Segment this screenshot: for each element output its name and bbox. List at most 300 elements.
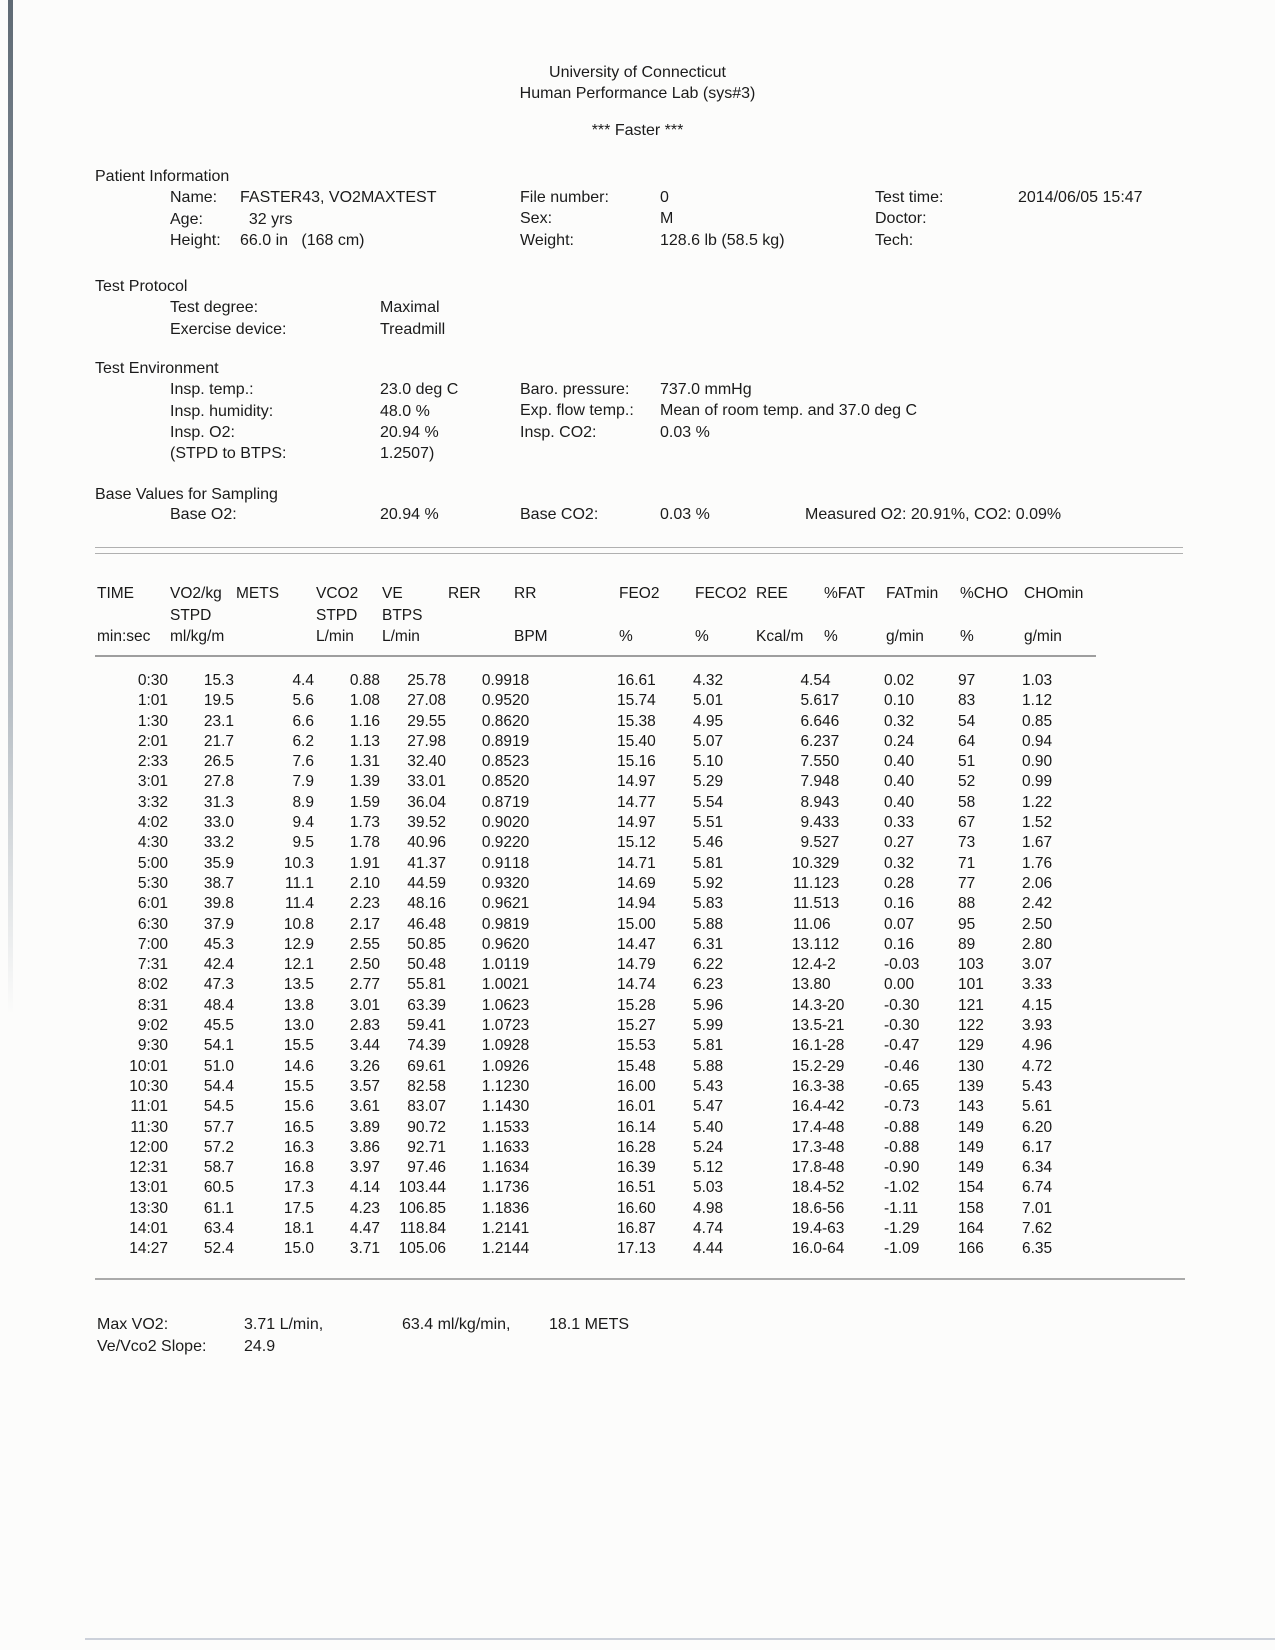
table-cell: 1.12 (481, 1077, 512, 1095)
column-header (958, 583, 1022, 656)
table-row (95, 1239, 1096, 1259)
table-cell: 1.13 (349, 732, 380, 750)
table-cell: 44.59 (407, 874, 446, 892)
field-label: Exercise device: (170, 320, 287, 338)
table-cell: 13.1 (791, 935, 822, 953)
table-cell: 90.72 (407, 1118, 446, 1136)
table-cell: 54 (958, 712, 976, 730)
column-header-line: CHOmin (1024, 585, 1084, 602)
table-cell: 63.39 (407, 996, 446, 1014)
table-cell: 2.77 (349, 976, 380, 994)
table-cell: -0.88 (884, 1138, 920, 1156)
table-cell: 44 (512, 1240, 530, 1258)
column-header-line (448, 605, 512, 627)
table-cell: 8.9 (292, 793, 314, 811)
info-row (170, 297, 615, 318)
table-cell: 0.07 (884, 915, 915, 933)
table-cell: 14.97 (617, 814, 656, 832)
table-cell: 54.5 (203, 1098, 234, 1116)
table-cell: -0.65 (884, 1077, 920, 1095)
table-cell: 106.85 (398, 1199, 446, 1217)
table-row (95, 813, 1096, 833)
table-row (95, 1178, 1096, 1198)
table-cell: 17.3 (791, 1138, 822, 1156)
table-cell: 16.0 (791, 1240, 822, 1258)
field-label: Test degree: (170, 299, 259, 317)
table-cell: 36 (512, 1199, 530, 1217)
field-label: Insp. O2: (170, 423, 235, 441)
column-header-line (695, 605, 754, 627)
table-cell: 6.6 (292, 712, 314, 730)
table-cell: 16.3 (791, 1077, 822, 1095)
table-cell: 5.99 (693, 1017, 724, 1035)
report-subtitle: Human Performance Lab (sys#3) (519, 85, 756, 102)
table-row (95, 752, 1096, 772)
table-cell: 14.47 (617, 935, 656, 953)
table-cell: 8:02 (137, 976, 168, 994)
table-cell: 3.71 (349, 1240, 380, 1258)
table-cell: 0.91 (481, 854, 512, 872)
table-cell: 17.3 (283, 1179, 314, 1197)
table-cell: 36 (512, 1179, 530, 1197)
table-cell: 1.09 (481, 1037, 512, 1055)
table-cell: 36.04 (407, 793, 446, 811)
table-cell: 83.07 (407, 1098, 446, 1116)
table-cell: 19 (512, 793, 530, 811)
table-cell: 3.97 (349, 1159, 380, 1177)
table-cell: 16.14 (617, 1118, 656, 1136)
table-cell: 30 (512, 1098, 530, 1116)
table-cell: -56 (822, 1199, 845, 1217)
table-cell: 60.5 (203, 1179, 234, 1197)
field-value: 0.03 % (660, 423, 710, 441)
table-cell: 64 (958, 732, 976, 750)
table-cell: 19.4 (791, 1220, 822, 1238)
max-vo2-lmin-value: 3.71 L/min, (244, 1316, 324, 1333)
table-cell: 18 (512, 672, 530, 689)
table-cell: 2.50 (1022, 915, 1053, 933)
table-cell: 61.1 (203, 1199, 234, 1217)
column-header (380, 583, 446, 656)
column-header-line: % (695, 628, 709, 645)
table-cell: 33.0 (203, 814, 234, 832)
table-cell: 0.33 (884, 814, 915, 832)
table-cell: 27.98 (407, 732, 446, 750)
base-o2-value: 20.94 % (380, 506, 439, 523)
table-cell: 50 (822, 753, 840, 771)
table-cell: 0.00 (884, 976, 915, 994)
table-cell: 33 (512, 1118, 530, 1136)
column-header (512, 583, 617, 656)
table-cell: 51 (958, 753, 976, 771)
table-cell: 0.90 (1022, 753, 1053, 771)
table-cell: 15.6 (283, 1098, 314, 1116)
info-row (170, 443, 555, 464)
separator-line (95, 1278, 1185, 1280)
info-row (520, 187, 870, 208)
table-cell: -0.90 (884, 1159, 920, 1177)
table-cell: -0.47 (884, 1037, 920, 1055)
table-cell: 1.03 (1022, 672, 1053, 689)
table-cell: 4:30 (137, 834, 168, 852)
info-row (520, 422, 1080, 443)
field-value: Treadmill (380, 320, 446, 338)
table-cell: 16.3 (283, 1138, 314, 1156)
table-cell: 13:01 (129, 1179, 168, 1197)
table-cell: 14.79 (617, 956, 656, 974)
table-cell: 1.76 (1022, 854, 1053, 872)
table-cell: 20 (512, 773, 530, 791)
table-cell: 0.92 (481, 834, 512, 852)
table-cell: 6.23 (693, 976, 724, 994)
table-cell: 0.40 (884, 793, 915, 811)
table-cell: 40.96 (407, 834, 446, 852)
table-cell: 16.87 (617, 1220, 656, 1238)
table-cell: 13.5 (791, 1017, 822, 1035)
table-cell: 1.09 (481, 1057, 512, 1075)
column-header (884, 583, 958, 656)
table-cell: 6.2 (800, 732, 822, 750)
table-cell: 14.94 (617, 895, 656, 913)
table-cell: 4.98 (693, 1199, 724, 1217)
table-cell: 13.8 (283, 996, 314, 1014)
table-cell: 5.83 (693, 895, 724, 913)
table-body (95, 656, 1096, 1260)
table-cell: 20 (512, 874, 530, 892)
column-header (314, 583, 380, 656)
table-cell: 2.42 (1022, 895, 1053, 913)
column-header-line: VE (382, 585, 403, 602)
table-cell: 12:31 (129, 1159, 168, 1177)
table-cell: 14.97 (617, 773, 656, 791)
table-cell: 0.95 (481, 692, 512, 710)
table-cell: 11:30 (130, 1118, 168, 1136)
field-value: Mean of room temp. and 37.0 deg C (660, 402, 918, 420)
table-cell: 121 (958, 996, 984, 1014)
column-header-line: REE (756, 585, 788, 602)
table-cell: 20 (512, 692, 530, 710)
table-cell: 48.4 (203, 996, 234, 1014)
column-header (693, 583, 754, 656)
table-cell: 1.00 (481, 976, 512, 994)
table-cell: 1.73 (349, 814, 380, 832)
field-label: Age: (170, 210, 203, 228)
column-header-line: BPM (514, 628, 548, 645)
base-o2-label: Base O2: (170, 506, 237, 523)
field-value: 66.0 in (168 cm) (240, 231, 365, 249)
column-header (822, 583, 884, 656)
table-cell: 2.80 (1022, 935, 1053, 953)
table-cell: 3.93 (1022, 1017, 1053, 1035)
table-cell: 2.23 (349, 895, 380, 913)
table-cell: 7.6 (292, 753, 314, 771)
table-cell: 2.55 (349, 935, 380, 953)
column-header-line: %FAT (824, 585, 866, 602)
max-vo2-mlkg-value: 63.4 ml/kg/min, (402, 1316, 511, 1333)
table-cell: 13:30 (129, 1199, 168, 1217)
table-cell: 92.71 (407, 1138, 446, 1156)
table-cell: 26.5 (203, 753, 234, 771)
table-cell: 11:01 (130, 1098, 168, 1116)
table-cell: 89 (958, 935, 976, 953)
table-cell: -48 (822, 1159, 845, 1177)
table-cell: 1:01 (137, 692, 168, 710)
info-row (170, 422, 555, 443)
table-cell: 1.08 (349, 692, 380, 710)
table-cell: 1.31 (349, 753, 380, 771)
table-cell: 14:01 (129, 1220, 168, 1238)
table-cell: 17 (822, 692, 840, 710)
table-cell: 33.2 (203, 834, 234, 852)
table-cell: 6.20 (1022, 1118, 1053, 1136)
column-header (1022, 583, 1096, 656)
column-header-line: RER (448, 585, 481, 602)
table-cell: 1.16 (481, 1159, 512, 1177)
table-row (95, 955, 1096, 975)
table-cell: 11.4 (284, 895, 314, 913)
table-header (95, 583, 1096, 656)
table-cell: 39.52 (407, 814, 446, 832)
table-cell: 164 (958, 1220, 984, 1238)
table-cell: 82.58 (407, 1077, 446, 1095)
table-row (95, 894, 1096, 914)
field-label: Sex: (520, 210, 553, 228)
table-cell: 149 (958, 1118, 984, 1136)
table-cell: 0.90 (481, 814, 512, 832)
field-value: 128.6 lb (58.5 kg) (660, 231, 785, 249)
column-header (95, 583, 168, 656)
table-cell: 1.17 (481, 1179, 512, 1197)
table-cell: 6.6 (800, 712, 822, 730)
table-cell: 67 (958, 814, 976, 832)
field-value: 48.0 % (380, 402, 430, 420)
table-cell: 14.77 (617, 793, 656, 811)
table-cell: 77 (958, 874, 976, 892)
table-cell: 21.7 (203, 732, 234, 750)
table-cell: 0.16 (884, 935, 915, 953)
table-cell: 58 (958, 793, 976, 811)
table-cell: 16.61 (617, 672, 656, 689)
table-row (95, 712, 1096, 732)
table-cell: 14.71 (617, 854, 656, 872)
table-cell: 2:33 (137, 753, 168, 771)
table-cell: 37 (822, 732, 840, 750)
table-cell: 7.9 (800, 773, 822, 791)
measured-gases-note: Measured O2: 20.91%, CO2: 0.09% (805, 506, 1062, 523)
table-cell: 88 (958, 895, 976, 913)
table-cell: 43 (822, 793, 840, 811)
table-cell: 5.12 (693, 1159, 724, 1177)
table-cell: 0.96 (481, 895, 512, 913)
table-cell: 15.28 (617, 996, 656, 1014)
table-cell: 1.12 (1022, 692, 1053, 710)
table-cell: 5.24 (693, 1138, 724, 1156)
field-label: Weight: (520, 231, 574, 249)
table-cell: 10.3 (791, 854, 822, 872)
table-cell: 5.40 (693, 1118, 724, 1136)
table-cell: 5.81 (693, 1037, 724, 1055)
field-value: 20.94 % (380, 423, 439, 441)
patient-info-heading: Patient Information (95, 168, 230, 185)
table-row (95, 1199, 1096, 1219)
table-cell: 5.10 (693, 753, 724, 771)
column-header-line: VO2/kg (170, 585, 222, 602)
field-label: File number: (520, 189, 609, 206)
test-protocol-heading: Test Protocol (95, 278, 188, 295)
table-row (95, 1158, 1096, 1178)
table-cell: 1.14 (481, 1098, 512, 1116)
info-row (170, 379, 555, 400)
column-header-line: g/min (1024, 628, 1062, 645)
table-cell: 105.06 (398, 1240, 446, 1258)
column-header-line: STPD (170, 607, 212, 624)
base-co2-value: 0.03 % (660, 506, 710, 523)
column-header-line: %CHO (960, 585, 1009, 602)
table-cell: 19 (512, 915, 530, 933)
table-cell: 2.10 (349, 874, 380, 892)
table-cell: -42 (822, 1098, 845, 1116)
table-row (95, 1118, 1096, 1138)
table-cell: 101 (958, 976, 984, 994)
table-cell: 7.62 (1022, 1220, 1053, 1238)
table-cell: 97 (958, 672, 976, 689)
separator-line (95, 547, 1183, 548)
table-cell: 20 (512, 712, 530, 730)
table-row (95, 656, 1096, 691)
column-header-line: g/min (886, 628, 924, 645)
table-cell: 166 (958, 1240, 984, 1258)
table-cell: 1.21 (481, 1240, 512, 1258)
table-cell: 5.03 (693, 1179, 724, 1197)
table-cell: 3.01 (349, 996, 380, 1014)
table-cell: 51.0 (203, 1057, 234, 1075)
table-cell: -52 (822, 1179, 845, 1197)
column-header (446, 583, 512, 656)
table-cell: 2.83 (349, 1017, 380, 1035)
table-cell: 0.85 (1022, 712, 1053, 730)
table-cell: 4:02 (137, 814, 168, 832)
table-cell: 33.01 (407, 773, 446, 791)
column-header (234, 583, 314, 656)
table-row (95, 1077, 1096, 1097)
scan-bottom-line-artifact (85, 1638, 1275, 1640)
table-cell: 16.39 (617, 1159, 656, 1177)
info-row (875, 187, 1205, 208)
table-cell: 4.4 (292, 672, 314, 689)
column-header (168, 583, 234, 656)
table-cell: 139 (958, 1077, 984, 1095)
field-label: (STPD to BTPS: (170, 445, 287, 463)
table-cell: 16.28 (617, 1138, 656, 1156)
field-label: Baro. pressure: (520, 381, 630, 398)
test-environment-left-group (95, 379, 555, 464)
table-cell: -20 (822, 996, 845, 1014)
table-row (95, 996, 1096, 1016)
max-vo2-label: Max VO2: (97, 1316, 169, 1333)
table-cell: 5.07 (693, 732, 724, 750)
table-cell: 0.99 (1022, 773, 1053, 791)
field-label: Name: (170, 189, 218, 207)
table-cell: 11.0 (792, 915, 822, 933)
table-cell: 18.4 (791, 1179, 822, 1197)
table-cell: 129 (958, 1037, 984, 1055)
table-cell: 35.9 (203, 854, 234, 872)
table-cell: 14:27 (129, 1240, 168, 1258)
table-cell: 15.2 (791, 1057, 822, 1075)
table-cell: 118.84 (399, 1220, 446, 1238)
table-cell: 3.57 (349, 1077, 380, 1095)
table-row (95, 833, 1096, 853)
test-environment-right-group (520, 379, 1080, 443)
table-cell: 5.96 (693, 996, 724, 1014)
table-cell: 73 (958, 834, 976, 852)
base-co2-label: Base CO2: (520, 506, 599, 523)
table-cell: 57.2 (203, 1138, 234, 1156)
table-row (95, 691, 1096, 711)
table-cell: 9:02 (137, 1017, 168, 1035)
table-cell: 19 (512, 956, 530, 974)
info-row (875, 208, 1205, 229)
table-cell: 32.40 (407, 753, 446, 771)
table-cell: -2 (822, 956, 836, 974)
table-cell: 8.9 (800, 793, 822, 811)
table-cell: 23.1 (203, 712, 234, 730)
table-cell: 50.85 (407, 935, 446, 953)
field-value: 23.0 deg C (380, 381, 459, 399)
table-cell: 23 (512, 996, 530, 1014)
table-cell: 15.40 (617, 732, 656, 750)
column-header-line (1024, 605, 1096, 627)
table-cell: 48 (822, 773, 840, 791)
table-cell: 0.99 (481, 672, 512, 689)
table-cell: 9.4 (800, 814, 822, 832)
info-row (170, 230, 515, 251)
metabolic-data-table (95, 583, 1096, 1260)
table-cell: 27.8 (203, 773, 234, 791)
column-header-line: STPD (316, 607, 358, 624)
table-cell: 18.6 (791, 1199, 822, 1217)
column-header-line: FEO2 (619, 585, 660, 602)
column-header-line: TIME (97, 585, 135, 602)
table-cell: 12.4 (791, 956, 822, 974)
table-cell: 5.81 (693, 854, 724, 872)
table-cell: 5.6 (800, 692, 822, 710)
table-cell: 10:30 (129, 1077, 168, 1095)
ve-vco2-slope-label: Ve/Vco2 Slope: (97, 1338, 207, 1355)
base-values-heading: Base Values for Sampling (95, 486, 278, 503)
table-cell: 0.27 (884, 834, 915, 852)
table-cell: 0.40 (884, 753, 915, 771)
column-header-line (960, 605, 1022, 627)
info-row (520, 379, 1080, 400)
table-cell: 23 (822, 874, 840, 892)
table-row (95, 1138, 1096, 1158)
column-header-line: VCO2 (316, 585, 359, 602)
table-cell: -1.09 (884, 1240, 920, 1258)
field-label: Doctor: (875, 210, 927, 228)
table-cell: -0.73 (884, 1098, 920, 1116)
table-cell: 20 (512, 935, 530, 953)
column-header-line: L/min (382, 628, 420, 645)
table-cell: 4.95 (693, 712, 724, 730)
column-header-line: L/min (316, 628, 354, 645)
table-cell: 5:00 (137, 854, 168, 872)
table-cell: 158 (958, 1199, 984, 1217)
info-row (875, 230, 1205, 251)
column-header-line: Kcal/m (756, 628, 804, 645)
table-cell: 4.23 (349, 1199, 380, 1217)
table-cell: 19 (512, 732, 530, 750)
